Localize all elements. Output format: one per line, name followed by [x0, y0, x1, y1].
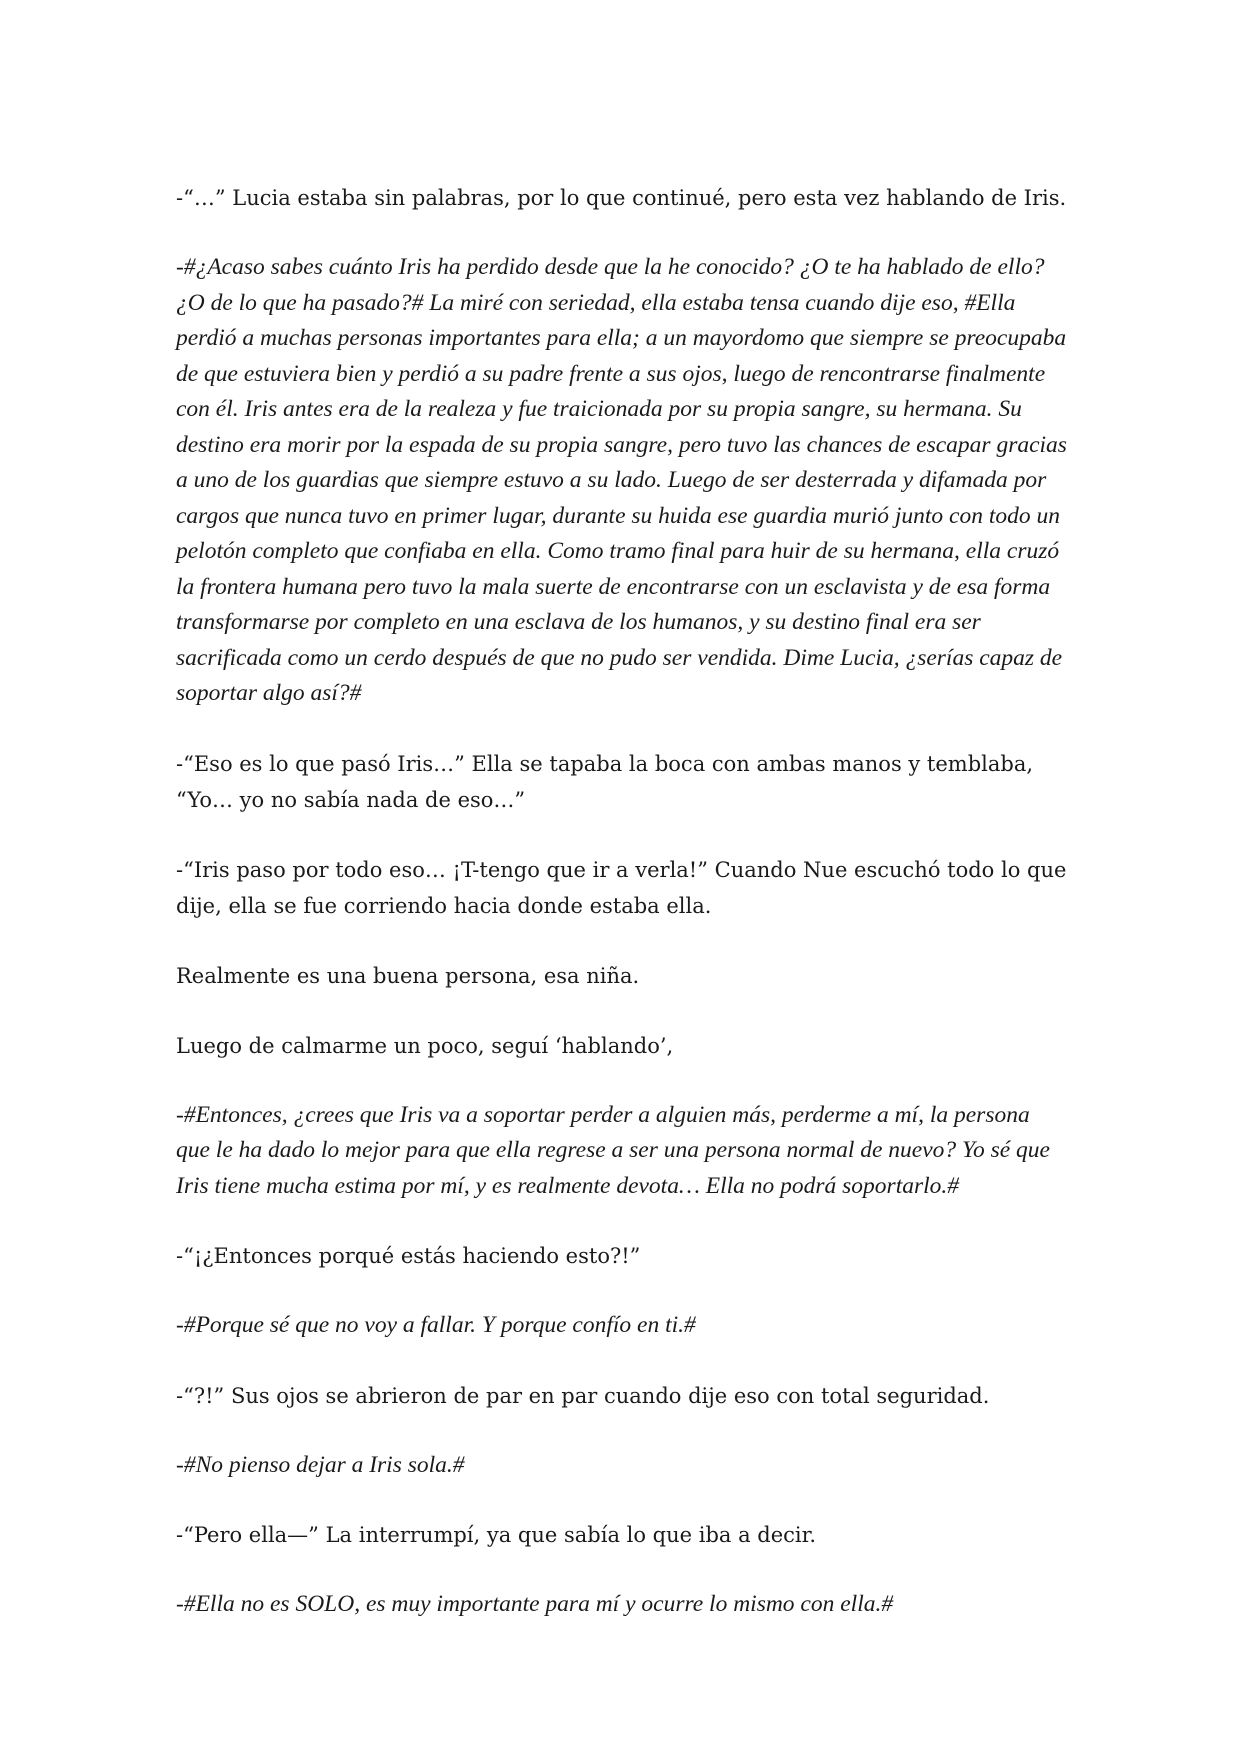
- paragraph-1: -“…” Lucia estaba sin palabras, por lo que continué, pero esta vez hablando de Iris.: [176, 186, 1067, 210]
- paragraph-11: -#No pienso dejar a Iris sola.#: [176, 1451, 465, 1478]
- paragraph-13: -#Ella no es SOLO, es muy importante para mí y ocurre lo mismo con ella.#: [176, 1591, 894, 1617]
- document-body: [176, 180, 1068, 1657]
- paragraph-9: -#Porque sé que no voy a fallar. Y porque confío en ti.#: [176, 1312, 696, 1338]
- paragraph-12: -“Pero ella—” La interrumpí, ya que sabía lo que iba a decir.: [176, 1523, 817, 1547]
- paragraph-6: Luego de calmarme un poco, seguí ‘hablando’,: [176, 1033, 674, 1058]
- paragraph-4: -“Iris paso por todo eso… ¡T-tengo que ir a verla!” Cuando Nue escuchó todo lo que dije, ella se fue corriendo hacia donde estaba ella.: [176, 857, 1067, 918]
- paragraph-7: -#Entonces, ¿crees que Iris va a soportar perder a alguien más, perderme a mí, la persona que le ha dado lo mejor para que ella regrese a ser una persona normal de nuevo? Yo sé que Iris tiene mucha estima por mí, y es realmente devota… Ella no podrá soportarlo.#: [176, 1101, 1050, 1199]
- paragraph-10: -“?!” Sus ojos se abrieron de par en par cuando dije eso con total seguridad.: [176, 1383, 990, 1408]
- paragraph-5: Realmente es una buena persona, esa niña.: [176, 963, 640, 988]
- paragraph-8: -“¡¿Entonces porqué estás haciendo esto?!”: [176, 1244, 641, 1268]
- paragraph-2: -#¿Acaso sabes cuánto Iris ha perdido desde que la he conocido? ¿O te ha hablado de ello? ¿O de lo que ha pasado?# La miré con seriedad, ella estaba tensa cuando dije eso, #Ella perdió a muchas personas importantes para ella; a un mayordomo que siempre se preocupaba de que estuviera bien y perdió a su padre frente a sus ojos, luego de rencontrarse finalmente con él. Iris antes era de la realeza y fue traicionada por su propia sangre, su hermana. Su destino era morir por la espada de su propia sangre, pero tuvo las chances de escapar gracias a uno de los guardias que siempre estuvo a su lado. Luego de ser desterrada y difamada por cargos que nunca tuvo en primer lugar, durante su huida ese guardia murió junto con todo un pelotón completo que confiaba en ella. Como tramo final para huir de su hermana, ella cruzó la frontera humana pero tuvo la mala suerte de encontrarse con un esclavista y de esa forma transformarse por completo en una esclava de los humanos, y su destino final era ser sacrificada como un cerdo después de que no pudo ser vendida. Dime Lucia, ¿serías capaz de soportar algo así?#: [176, 254, 1067, 706]
- paragraph-3: -“Eso es lo que pasó Iris…” Ella se tapaba la boca con ambas manos y temblaba, “Yo… yo no sabía nada de eso…”: [176, 751, 1034, 812]
